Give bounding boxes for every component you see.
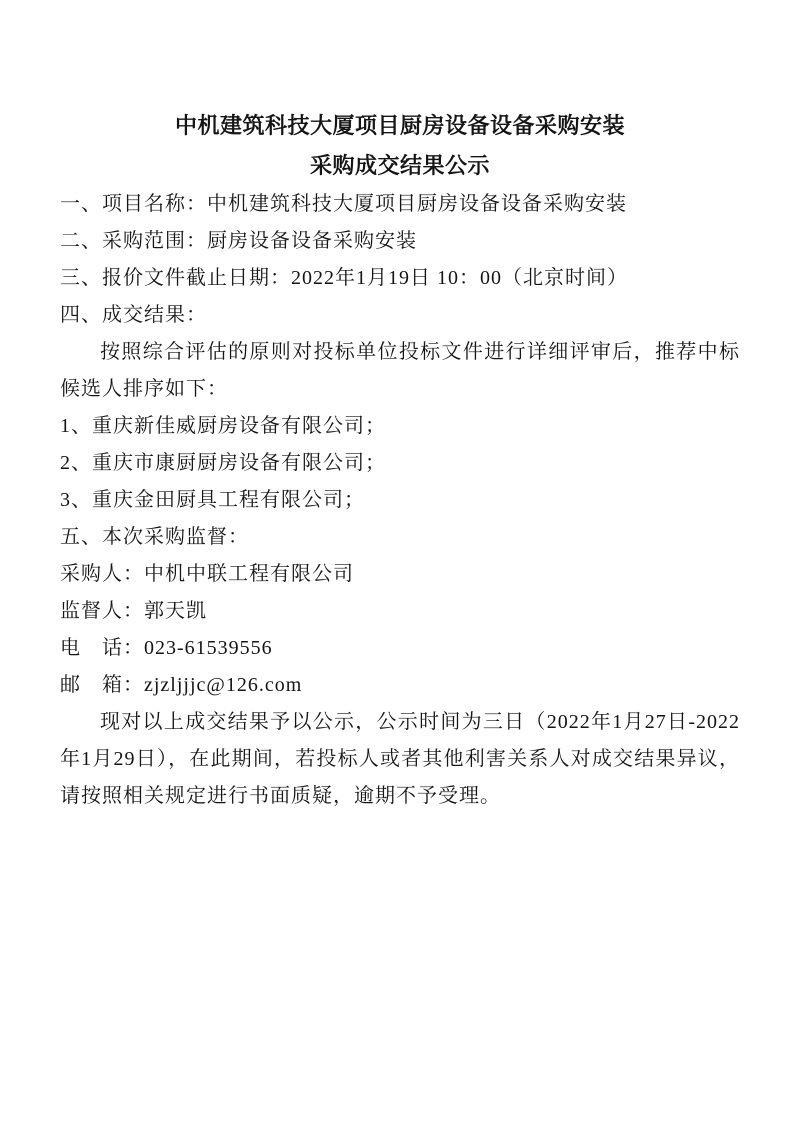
contact-purchaser: 采购人：中机中联工程有限公司 — [60, 563, 354, 585]
document-title-block — [60, 106, 740, 186]
candidate-item-1: 1、重庆新佳威厨房设备有限公司； — [60, 415, 386, 437]
contact-email: 邮 箱：zjzljjjc@126.com — [60, 674, 303, 696]
item-supervision: 五、本次采购监督： — [60, 526, 249, 548]
closing-paragraph: 现对以上成交结果予以公示，公示时间为三日（2022年1月27日-2022年1月29日），在此期间，若投标人或者其他利害关系人对成交结果异议，请按照相关规定进行书面质疑，逾期不予受理。 — [60, 711, 740, 807]
document-body — [60, 186, 740, 815]
candidate-item-3: 3、重庆金田厨具工程有限公司； — [60, 489, 365, 511]
contact-phone: 电 话：023-61539556 — [60, 637, 273, 659]
item-procurement-scope: 二、采购范围：厨房设备设备采购安装 — [60, 230, 417, 252]
item-transaction-result: 四、成交结果： — [60, 304, 207, 326]
candidate-item-2: 2、重庆市康厨厨房设备有限公司； — [60, 452, 386, 474]
evaluation-paragraph: 按照综合评估的原则对投标单位投标文件进行详细评审后，推荐中标候选人排序如下： — [60, 341, 740, 400]
item-project-name: 一、项目名称：中机建筑科技大厦项目厨房设备设备采购安装 — [60, 193, 627, 215]
contact-supervisor: 监督人：郭天凯 — [60, 600, 207, 622]
item-quote-deadline: 三、报价文件截止日期：2022年1月19日 10：00（北京时间） — [60, 267, 628, 289]
document-subtitle: 采购成交结果公示 — [309, 153, 490, 178]
document-title: 中机建筑科技大厦项目厨房设备设备采购安装 — [174, 113, 625, 138]
